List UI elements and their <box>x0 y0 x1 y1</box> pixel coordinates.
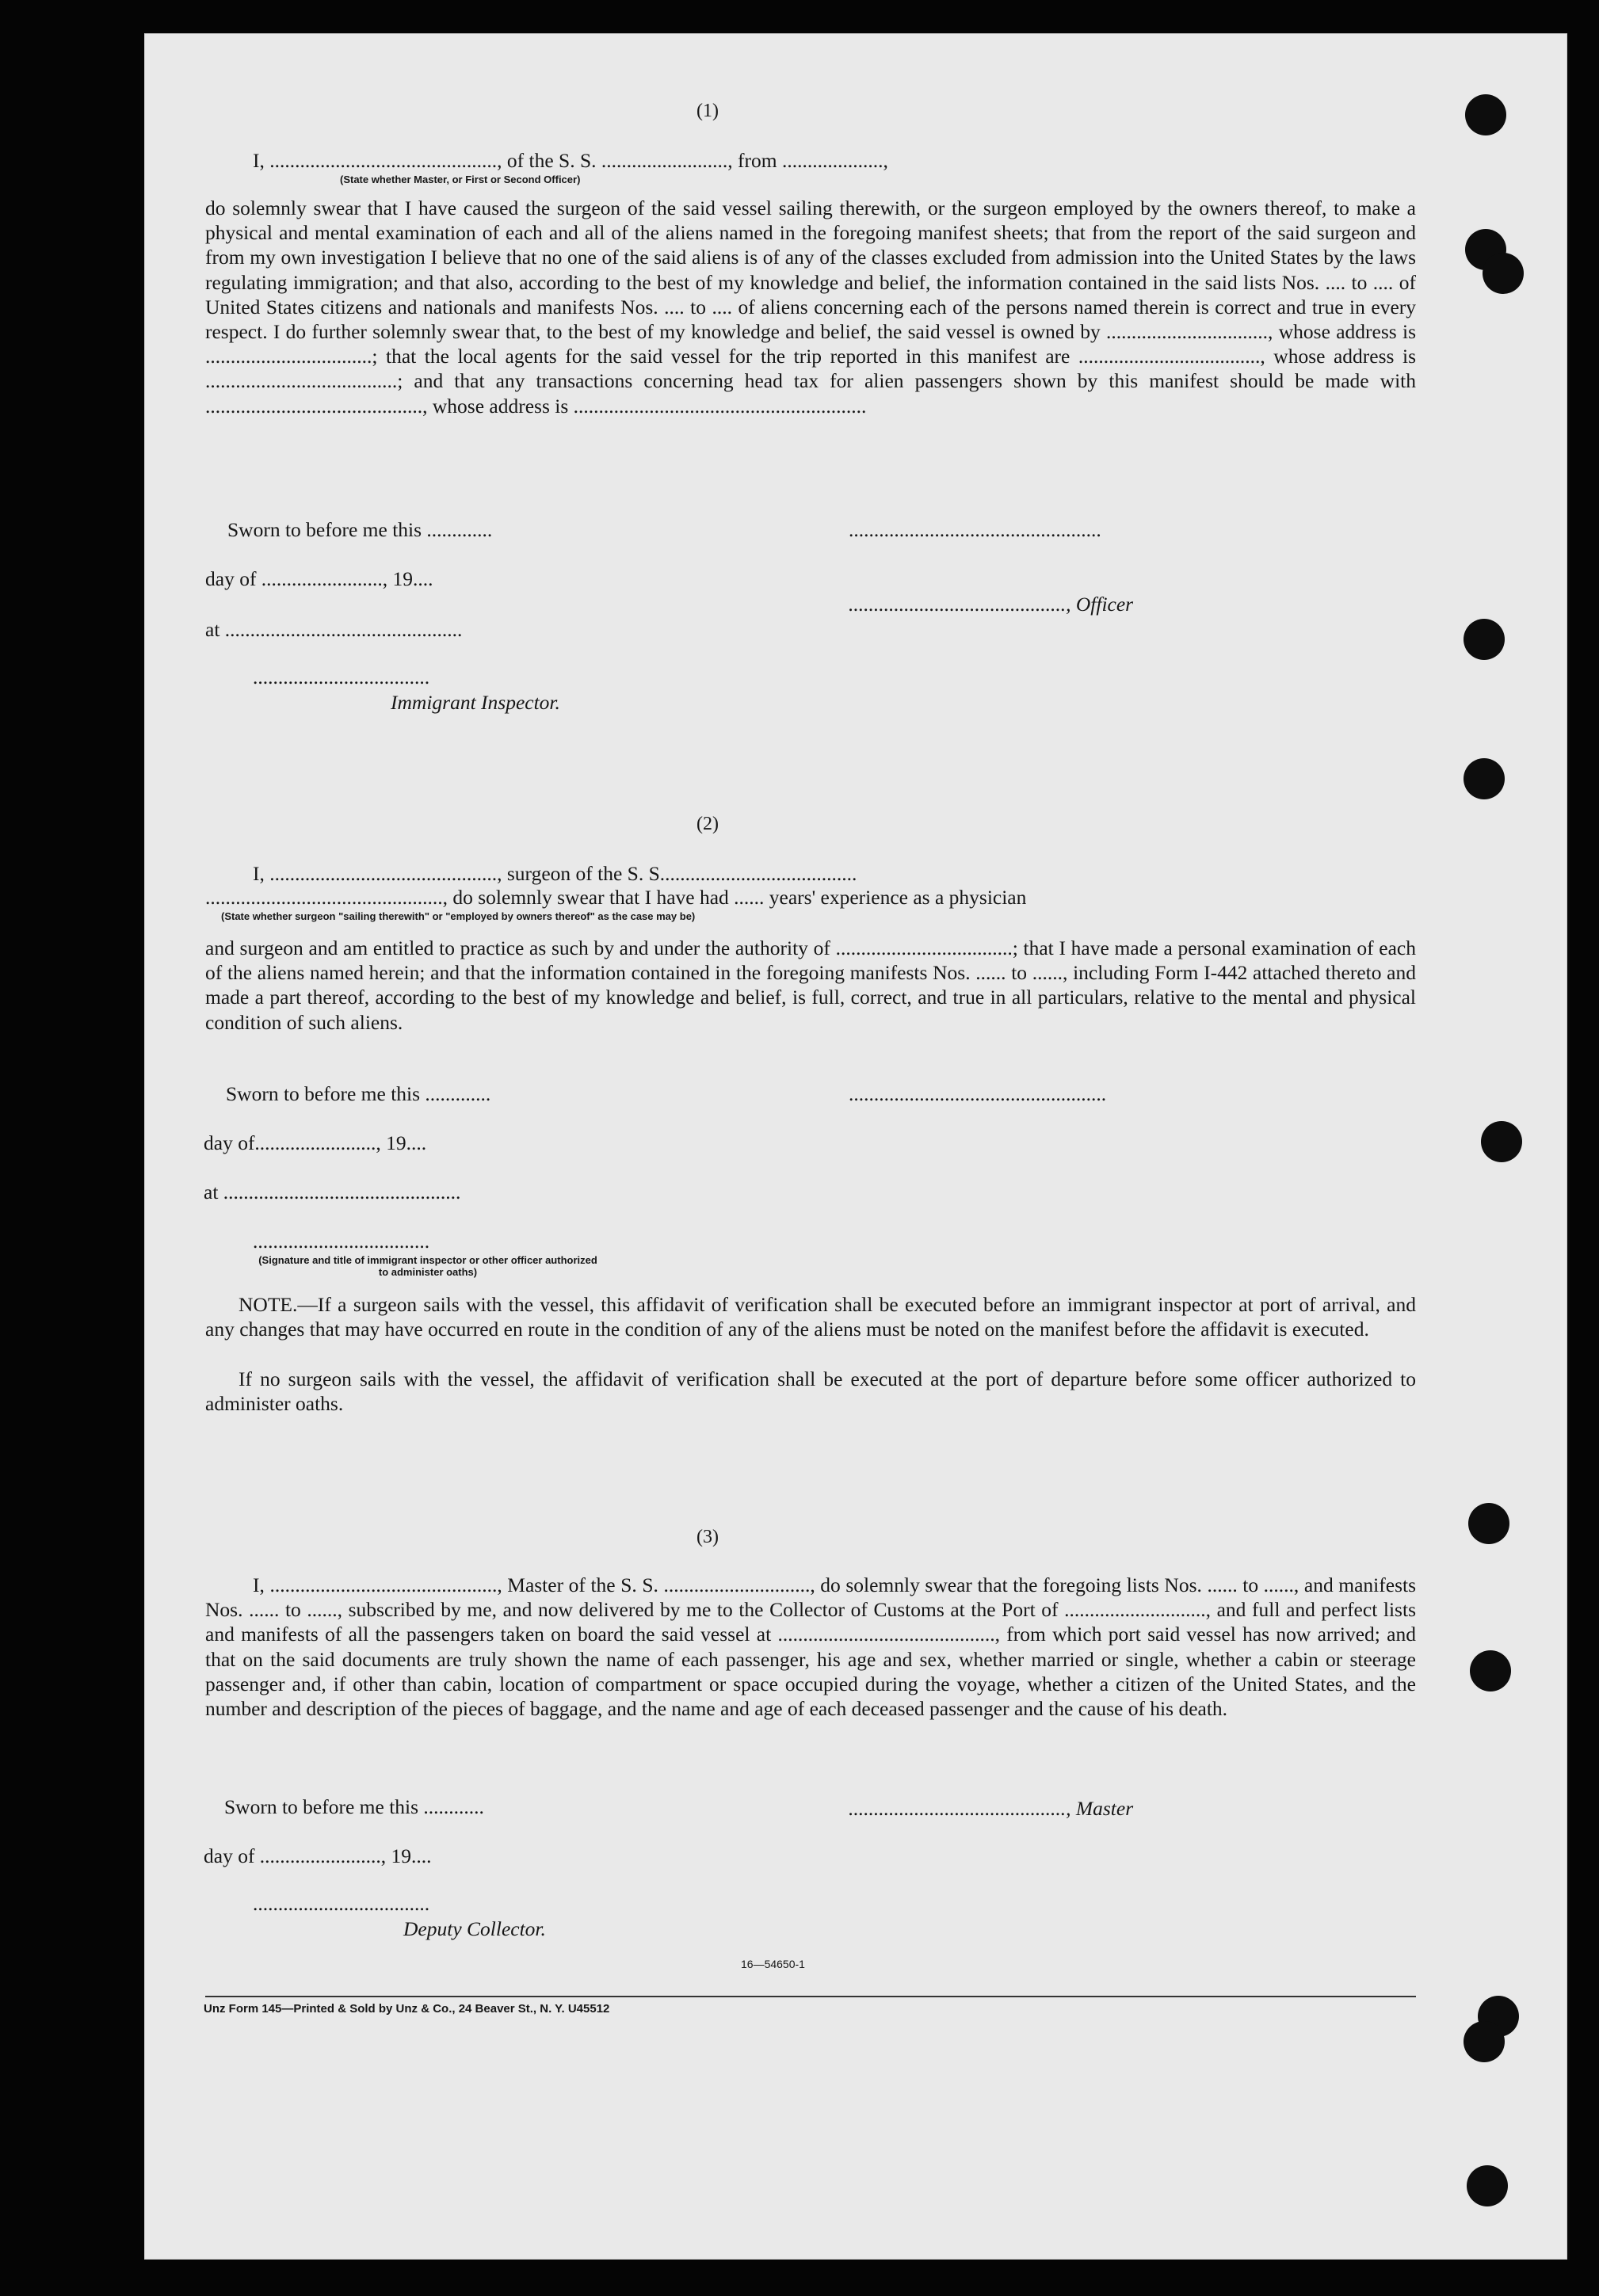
note-paragraph-2: If no surgeon sails with the vessel, the affidavit of verification shall be executed at the port of departure before some officer authorized to administer oaths. <box>205 1367 1416 1416</box>
sworn-signature-2: ................................................... <box>849 1082 1107 1105</box>
day-line-3: day of ........................, 19.... <box>204 1844 432 1867</box>
sworn-line-3: Sworn to before me this ............ <box>224 1795 484 1818</box>
section3-number: (3) <box>696 1527 719 1547</box>
collector-oath-body: I, ............................................., Master of the S. S. ............................., do solemnly swear that the foregoing lists Nos. ...... to ......, and manifests Nos. ...... to ......, subscribed by me, and now delivered by me to the Collector of Customs at the Port of ............................, and full and perfect lists and manifests of all the passengers taken on board the said vessel at ..........................................., from which port said vessel has now arrived; and that on the said documents are truly shown the name of each passenger, his age and sex, whether married or single, whether a cabin or steerage passenger and, if other than cabin, location of compartment or space occupied during the voyage, whether a citizen of the United States, and the number and description of the pieces of baggage, and the name and age of each deceased passenger and the cause of his death. <box>205 1573 1416 1721</box>
day-line-1: day of ........................, 19.... <box>205 567 433 590</box>
surgeon-caption: (State whether surgeon "sailing therewith" or "employed by owners thereof" as the case may be) <box>221 910 696 922</box>
deputy-title: Deputy Collector. <box>403 1917 546 1940</box>
manifest-page <box>144 33 1567 2260</box>
at-line-1: at ............................................... <box>205 618 463 641</box>
sworn-line-1: Sworn to before me this ............. <box>227 518 493 541</box>
form-code: 16—54650-1 <box>741 1958 805 1970</box>
sworn-line-2: Sworn to before me this ............. <box>226 1082 491 1105</box>
surgeon-oath-body: and surgeon and am entitled to practice as such by and under the authority of ...................................; that I have made a personal examination of each of the aliens named herein; and that the information contained in the foregoing manifests Nos. ...... to ......, including Form I-442 attached thereto and made a part thereof, according to the best of my knowledge and belief, is full, correct, and true in all particulars, relative to the mental and physical condition of such aliens. <box>205 936 1416 1034</box>
master-oath-line: I, ............................................., of the S. S. ........................., from ...................., <box>253 149 888 172</box>
master-oath-body: do solemnly swear that I have caused the surgeon of the said vessel sailing therewith, or the surgeon employed by the owners thereof, to make a physical and mental examination of each and all of the aliens named in the foregoing manifest sheets; that from the report of the said surgeon and from my own investigation I believe that no one of the said aliens is of any of the classes excluded from admission into the United States by the laws regulating immigration; and that also, according to the best of my knowledge and belief, the information contained in the said lists Nos. .... to .... of United States citizens and nationals and manifests Nos. .... to .... of aliens concerning each of the persons named therein is correct and true in every respect. I do further solemnly swear that, to the best of my knowledge and belief, the said vessel is owned by ................................, whose address is .................................; that the local agents for the said vessel for the trip reported in this manifest are ...................................., whose address is ......................................; and that any transactions concerning head tax for alien passengers shown by this manifest should be made with ..........................................., whose address is .......................................................... <box>205 196 1416 418</box>
surgeon-oath-line-1: I, ............................................., surgeon of the S. S....................................... <box>253 862 857 885</box>
deputy-signature-line: ................................... <box>253 1892 430 1915</box>
inspector-signature-line-2: ................................... <box>253 1230 430 1253</box>
day-line-2: day of........................, 19.... <box>204 1131 427 1154</box>
sworn-signature-1: .................................................. <box>849 518 1101 541</box>
master-signature-line: ..........................................., Master <box>849 1797 1134 1820</box>
note-paragraph: NOTE.—If a surgeon sails with the vessel, this affidavit of verification shall be executed before an immigrant inspector at port of arrival, and any changes that may have occurred en route in the condition of any of the aliens must be noted on the manifest before the affidavit is executed. <box>205 1293 1416 1341</box>
officer-line: ..........................................., Officer <box>849 593 1134 616</box>
inspector-title: Immigrant Inspector. <box>391 691 560 714</box>
at-line-2: at ............................................... <box>204 1180 461 1203</box>
inspector-signature-line: ................................... <box>253 666 430 688</box>
officer-caption: (State whether Master, or First or Second Officer) <box>340 174 581 185</box>
section2-number: (2) <box>696 814 719 834</box>
printer-footer: Unz Form 145—Printed & Sold by Unz & Co., 24 Beaver St., N. Y. U45512 <box>204 2002 610 2016</box>
footer-rule <box>205 1996 1416 1997</box>
signature-caption: (Signature and title of immigrant inspector or other officer authorized to administer oaths) <box>258 1254 597 1278</box>
surgeon-oath-line-2: ..............................................., do solemnly swear that I have had ...... years' experience as a physician <box>205 886 1027 909</box>
section1-number: (1) <box>696 101 719 121</box>
